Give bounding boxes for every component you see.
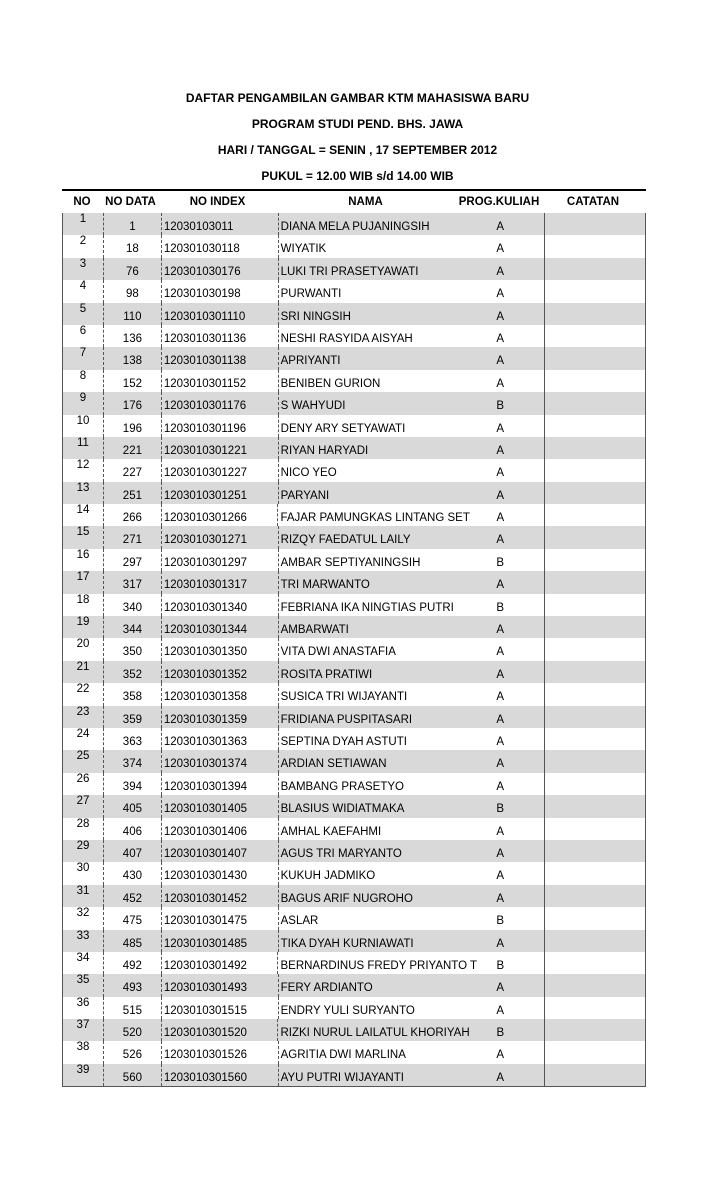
cell-no-index: 1203010301485 — [161, 930, 278, 952]
cell-prog-kuliah: B — [496, 959, 505, 972]
cell-prog-kuliah: A — [496, 758, 505, 771]
cell-no-index: 1203010301196 — [161, 415, 278, 437]
cell-no: 12 — [76, 459, 90, 472]
table-row — [63, 235, 645, 257]
cell-no-index: 1203010301394 — [161, 773, 278, 795]
cell-no-data: 407 — [103, 840, 161, 862]
cell-prog-kuliah: A — [496, 780, 505, 793]
cell-prog-kuliah: A — [496, 668, 505, 681]
cell-prog-kuliah: A — [496, 288, 505, 301]
cell-no-data: 405 — [103, 795, 161, 817]
cell-no-data: 526 — [103, 1041, 161, 1063]
cell-catatan — [544, 795, 645, 817]
cell-prog-kuliah: A — [496, 422, 505, 435]
table-row — [63, 706, 645, 728]
cell-nama: SRI NINGSIH — [278, 303, 457, 325]
cell-no-index: 1203010301493 — [161, 974, 278, 996]
table-header — [62, 191, 646, 213]
cell-prog-kuliah: A — [496, 892, 505, 905]
cell-no-index: 1203010301374 — [161, 750, 278, 772]
document-titles — [0, 91, 715, 185]
cell-prog-kuliah: B — [496, 601, 505, 614]
cell-catatan — [544, 504, 645, 526]
cell-nama: KUKUH JADMIKO — [278, 862, 457, 884]
table-row — [63, 415, 645, 437]
cell-no-data: 485 — [103, 930, 161, 952]
cell-no-index: 1203010301251 — [161, 482, 278, 504]
cell-nama: FERY ARDIANTO — [278, 974, 457, 996]
cell-no: 20 — [76, 638, 90, 651]
cell-nama: ROSITA PRATIWI — [278, 661, 457, 683]
cell-no-data: 560 — [103, 1064, 161, 1086]
cell-catatan — [544, 885, 645, 907]
table-row — [63, 1019, 645, 1041]
cell-no-index: 1203010301136 — [161, 325, 278, 347]
cell-no-data: 76 — [103, 258, 161, 280]
cell-no-data: 363 — [103, 728, 161, 750]
cell-no: 23 — [76, 705, 90, 718]
cell-prog-kuliah: A — [496, 489, 505, 502]
table-row — [63, 840, 645, 862]
cell-catatan — [544, 818, 645, 840]
cell-no: 16 — [76, 548, 90, 561]
cell-nama: NESHI RASYIDA AISYAH — [278, 325, 457, 347]
cell-nama: PARYANI — [278, 482, 457, 504]
cell-prog-kuliah: A — [496, 310, 505, 323]
cell-prog-kuliah: A — [496, 221, 505, 233]
cell-no-data: 196 — [103, 415, 161, 437]
cell-catatan — [544, 258, 645, 280]
cell-nama: SEPTINA DYAH ASTUTI — [278, 728, 457, 750]
cell-no-index: 1203010301363 — [161, 728, 278, 750]
cell-nama: DENY ARY SETYAWATI — [278, 415, 457, 437]
cell-prog-kuliah: A — [496, 377, 505, 390]
cell-no-index: 1203010301452 — [161, 885, 278, 907]
table-row — [63, 773, 645, 795]
table-row — [63, 459, 645, 481]
cell-no: 7 — [79, 347, 87, 360]
cell-no-index: 1203010301358 — [161, 683, 278, 705]
cell-no-index: 1203010301492 — [161, 952, 278, 974]
cell-prog-kuliah: A — [496, 534, 505, 547]
table-row — [63, 661, 645, 683]
cell-no-data: 1 — [103, 213, 161, 235]
cell-catatan — [544, 235, 645, 257]
cell-nama: BAMBANG PRASETYO — [278, 773, 457, 795]
cell-nama: TRI MARWANTO — [278, 571, 457, 593]
table-row — [63, 325, 645, 347]
cell-no-index: 1203010301405 — [161, 795, 278, 817]
cell-prog-kuliah: A — [496, 937, 505, 950]
cell-prog-kuliah: A — [496, 847, 505, 860]
table-row — [63, 638, 645, 660]
table-body — [62, 213, 646, 1087]
cell-no-index: 1203010301515 — [161, 997, 278, 1019]
cell-no: 10 — [76, 414, 90, 427]
cell-nama: AGRITIA DWI MARLINA — [278, 1041, 457, 1063]
cell-no: 14 — [76, 504, 90, 517]
cell-no-index: 1203010301110 — [161, 303, 278, 325]
cell-no-index: 1203010301344 — [161, 616, 278, 638]
cell-catatan — [544, 415, 645, 437]
cell-no-data: 340 — [103, 594, 161, 616]
cell-prog-kuliah: A — [496, 243, 505, 256]
cell-prog-kuliah: A — [496, 332, 505, 345]
cell-no-data: 475 — [103, 907, 161, 929]
cell-nama: AMHAL KAEFAHMI — [278, 818, 457, 840]
cell-catatan — [544, 750, 645, 772]
cell-no: 37 — [76, 1019, 90, 1032]
cell-catatan — [544, 1019, 645, 1041]
table-row — [63, 885, 645, 907]
table-row — [63, 392, 645, 414]
header-no-index: NO INDEX — [189, 196, 246, 208]
table-row — [63, 213, 645, 235]
cell-catatan — [544, 213, 645, 235]
cell-no-index: 1203010301176 — [161, 392, 278, 414]
cell-nama: DIANA MELA PUJANINGSIH — [278, 213, 457, 235]
table-row — [63, 571, 645, 593]
cell-catatan — [544, 437, 645, 459]
cell-no-index: 1203010301227 — [161, 459, 278, 481]
cell-no-index: 1203010301560 — [161, 1064, 278, 1086]
table-row — [63, 504, 645, 526]
cell-no-data: 344 — [103, 616, 161, 638]
cell-catatan — [544, 728, 645, 750]
cell-catatan — [544, 347, 645, 369]
cell-no-data: 452 — [103, 885, 161, 907]
cell-no-index: 1203010301152 — [161, 370, 278, 392]
table-row — [63, 952, 645, 974]
cell-no-data: 493 — [103, 974, 161, 996]
cell-no-data: 317 — [103, 571, 161, 593]
cell-catatan — [544, 840, 645, 862]
cell-no-index: 120301030118 — [161, 235, 278, 257]
cell-no-data: 176 — [103, 392, 161, 414]
cell-prog-kuliah: A — [496, 1004, 505, 1017]
cell-prog-kuliah: A — [496, 444, 505, 457]
cell-no: 5 — [79, 302, 87, 315]
cell-prog-kuliah: A — [496, 624, 505, 637]
cell-no-data: 251 — [103, 482, 161, 504]
cell-prog-kuliah: A — [496, 982, 505, 995]
cell-no-data: 352 — [103, 661, 161, 683]
cell-nama: BAGUS ARIF NUGROHO — [278, 885, 457, 907]
cell-no-data: 221 — [103, 437, 161, 459]
cell-nama: LUKI TRI PRASETYAWATI — [278, 258, 457, 280]
cell-prog-kuliah: A — [496, 691, 505, 704]
table-row — [63, 526, 645, 548]
time-line: PUKUL = 12.00 WIB s/d 14.00 WIB — [261, 169, 454, 183]
cell-no: 18 — [76, 593, 90, 606]
table-row — [63, 616, 645, 638]
cell-nama: AMBAR SEPTIYANINGSIH — [278, 549, 457, 571]
cell-no-data: 152 — [103, 370, 161, 392]
cell-no-index: 120301030198 — [161, 280, 278, 302]
cell-catatan — [544, 974, 645, 996]
cell-no-index: 1203010301359 — [161, 706, 278, 728]
table-row — [63, 1064, 645, 1086]
cell-no: 21 — [76, 660, 90, 673]
cell-nama: ARDIAN SETIAWAN — [278, 750, 457, 772]
cell-prog-kuliah: A — [496, 735, 505, 748]
table-row — [63, 930, 645, 952]
cell-no-index: 1203010301475 — [161, 907, 278, 929]
cell-nama: RIYAN HARYADI — [278, 437, 457, 459]
cell-nama: BERNARDINUS FREDY PRIYANTO T — [277, 952, 456, 974]
cell-nama: ENDRY YULI SURYANTO — [278, 997, 457, 1019]
cell-no-index: 1203010301271 — [161, 526, 278, 548]
cell-no: 38 — [76, 1041, 90, 1054]
cell-no-index: 120301030176 — [161, 258, 278, 280]
cell-no-data: 266 — [103, 504, 161, 526]
cell-catatan — [544, 997, 645, 1019]
cell-catatan — [544, 862, 645, 884]
table-row — [63, 549, 645, 571]
cell-prog-kuliah: A — [496, 870, 505, 883]
cell-catatan — [544, 459, 645, 481]
cell-catatan — [544, 907, 645, 929]
cell-no-data: 227 — [103, 459, 161, 481]
cell-prog-kuliah: B — [496, 803, 505, 816]
cell-no: 30 — [76, 862, 90, 875]
cell-no: 3 — [79, 257, 87, 270]
cell-nama: VITA DWI ANASTAFIA — [278, 638, 457, 660]
table-row — [63, 280, 645, 302]
cell-catatan — [544, 325, 645, 347]
cell-nama: AYU PUTRI WIJAYANTI — [278, 1064, 457, 1086]
cell-prog-kuliah: A — [496, 713, 505, 726]
cell-no: 22 — [76, 683, 90, 696]
cell-prog-kuliah: A — [496, 825, 505, 838]
cell-prog-kuliah: A — [496, 646, 505, 659]
table-row — [63, 437, 645, 459]
document-title: DAFTAR PENGAMBILAN GAMBAR KTM MAHASISWA BARU — [185, 91, 530, 105]
cell-no-data: 374 — [103, 750, 161, 772]
cell-no-data: 110 — [103, 303, 161, 325]
cell-catatan — [544, 370, 645, 392]
cell-no-data: 406 — [103, 818, 161, 840]
cell-prog-kuliah: B — [496, 556, 505, 569]
cell-no-index: 1203010301526 — [161, 1041, 278, 1063]
cell-nama: BENIBEN GURION — [278, 370, 457, 392]
cell-no: 13 — [76, 481, 90, 494]
cell-nama: AGUS TRI MARYANTO — [278, 840, 457, 862]
cell-no-data: 271 — [103, 526, 161, 548]
cell-no-index: 1203010301352 — [161, 661, 278, 683]
table-row — [63, 482, 645, 504]
cell-prog-kuliah: A — [496, 1071, 505, 1084]
cell-nama: AMBARWATI — [278, 616, 457, 638]
table-row — [63, 258, 645, 280]
cell-catatan — [544, 952, 645, 974]
program-title: PROGRAM STUDI PEND. BHS. JAWA — [251, 117, 464, 131]
cell-no-data: 297 — [103, 549, 161, 571]
cell-catatan — [544, 930, 645, 952]
cell-no-data: 350 — [103, 638, 161, 660]
cell-nama: FEBRIANA IKA NINGTIAS PUTRI — [278, 594, 457, 616]
cell-nama: BLASIUS WIDIATMAKA — [278, 795, 457, 817]
cell-prog-kuliah: A — [496, 579, 505, 592]
cell-prog-kuliah: A — [496, 1049, 505, 1062]
cell-prog-kuliah: A — [496, 265, 505, 278]
cell-no-index: 1203010301138 — [161, 347, 278, 369]
table-row — [63, 907, 645, 929]
cell-nama: RIZQY FAEDATUL LAILY — [278, 526, 457, 548]
cell-no: 17 — [76, 571, 90, 584]
cell-no: 29 — [76, 839, 90, 852]
cell-nama: APRIYANTI — [278, 347, 457, 369]
cell-catatan — [544, 616, 645, 638]
table-row — [63, 750, 645, 772]
cell-no: 32 — [76, 907, 90, 920]
cell-no-data: 18 — [103, 235, 161, 257]
cell-prog-kuliah: A — [496, 355, 505, 368]
header-prog-kuliah: PROG.KULIAH — [458, 196, 540, 208]
cell-catatan — [544, 549, 645, 571]
cell-no-index: 1203010301266 — [161, 504, 278, 526]
cell-catatan — [544, 526, 645, 548]
cell-no-data: 520 — [103, 1019, 161, 1041]
cell-no-index: 1203010301340 — [161, 594, 278, 616]
cell-prog-kuliah: B — [496, 400, 505, 413]
cell-no: 1 — [79, 213, 87, 225]
cell-catatan — [544, 594, 645, 616]
cell-prog-kuliah: A — [496, 467, 505, 480]
cell-no-index: 12030103011 — [161, 213, 278, 235]
cell-nama: WIYATIK — [278, 235, 457, 257]
cell-no: 4 — [79, 280, 87, 293]
cell-no: 36 — [76, 996, 90, 1009]
cell-no: 25 — [76, 750, 90, 763]
cell-catatan — [544, 773, 645, 795]
header-no: NO — [73, 196, 91, 208]
cell-no: 31 — [76, 884, 90, 897]
table-row — [63, 370, 645, 392]
cell-nama: NICO YEO — [278, 459, 457, 481]
table-row — [63, 818, 645, 840]
cell-no-data: 515 — [103, 997, 161, 1019]
cell-catatan — [544, 661, 645, 683]
cell-no-data: 136 — [103, 325, 161, 347]
cell-catatan — [544, 392, 645, 414]
header-catatan: CATATAN — [566, 196, 620, 208]
cell-nama: ASLAR — [278, 907, 457, 929]
cell-no: 39 — [76, 1063, 90, 1076]
cell-nama: RIZKI NURUL LAILATUL KHORIYAH — [277, 1019, 456, 1041]
cell-no-index: 1203010301406 — [161, 818, 278, 840]
table-row — [63, 347, 645, 369]
cell-nama: S WAHYUDI — [278, 392, 457, 414]
cell-prog-kuliah: B — [496, 1027, 505, 1040]
cell-no-data: 394 — [103, 773, 161, 795]
header-no-data: NO DATA — [105, 196, 156, 208]
cell-catatan — [544, 482, 645, 504]
cell-no: 2 — [79, 235, 87, 248]
cell-no-data: 492 — [103, 952, 161, 974]
table-row — [63, 1041, 645, 1063]
cell-nama: SUSICA TRI WIJAYANTI — [278, 683, 457, 705]
cell-no: 33 — [76, 929, 90, 942]
cell-no-index: 1203010301430 — [161, 862, 278, 884]
cell-no: 9 — [79, 392, 87, 405]
cell-no: 26 — [76, 772, 90, 785]
cell-nama: FRIDIANA PUSPITASARI — [278, 706, 457, 728]
cell-no: 34 — [76, 951, 90, 964]
table-row — [63, 974, 645, 996]
cell-no: 15 — [76, 526, 90, 539]
cell-no-data: 358 — [103, 683, 161, 705]
cell-no-index: 1203010301221 — [161, 437, 278, 459]
table-row — [63, 997, 645, 1019]
cell-prog-kuliah: A — [496, 512, 505, 525]
cell-no: 28 — [76, 817, 90, 830]
cell-catatan — [544, 706, 645, 728]
table-row — [63, 795, 645, 817]
cell-catatan — [544, 1041, 645, 1063]
cell-no-index: 1203010301317 — [161, 571, 278, 593]
cell-catatan — [544, 571, 645, 593]
cell-no: 24 — [76, 727, 90, 740]
cell-catatan — [544, 638, 645, 660]
cell-no-data: 138 — [103, 347, 161, 369]
date-line: HARI / TANGGAL = SENIN , 17 SEPTEMBER 2012 — [217, 143, 498, 157]
cell-no: 19 — [76, 616, 90, 629]
cell-nama: PURWANTI — [278, 280, 457, 302]
cell-no-data: 98 — [103, 280, 161, 302]
table-row — [63, 862, 645, 884]
cell-catatan — [544, 1064, 645, 1086]
cell-catatan — [544, 280, 645, 302]
header-nama: NAMA — [348, 196, 383, 208]
cell-catatan — [544, 303, 645, 325]
cell-no-index: 1203010301407 — [161, 840, 278, 862]
cell-no: 8 — [79, 369, 87, 382]
cell-nama: TIKA DYAH KURNIAWATI — [278, 930, 457, 952]
cell-no-data: 430 — [103, 862, 161, 884]
table-row — [63, 728, 645, 750]
cell-no-data: 359 — [103, 706, 161, 728]
cell-nama: FAJAR PAMUNGKAS LINTANG SET — [277, 504, 456, 526]
cell-no: 11 — [76, 436, 89, 449]
cell-prog-kuliah: B — [496, 915, 505, 928]
student-table — [62, 189, 646, 1087]
cell-no-index: 1203010301520 — [161, 1019, 278, 1041]
cell-no-index: 1203010301297 — [161, 549, 278, 571]
table-row — [63, 303, 645, 325]
cell-no-index: 1203010301350 — [161, 638, 278, 660]
table-row — [63, 683, 645, 705]
cell-no: 35 — [76, 974, 90, 987]
cell-no: 6 — [79, 324, 87, 337]
cell-no: 27 — [76, 795, 90, 808]
cell-catatan — [544, 683, 645, 705]
table-row — [63, 594, 645, 616]
